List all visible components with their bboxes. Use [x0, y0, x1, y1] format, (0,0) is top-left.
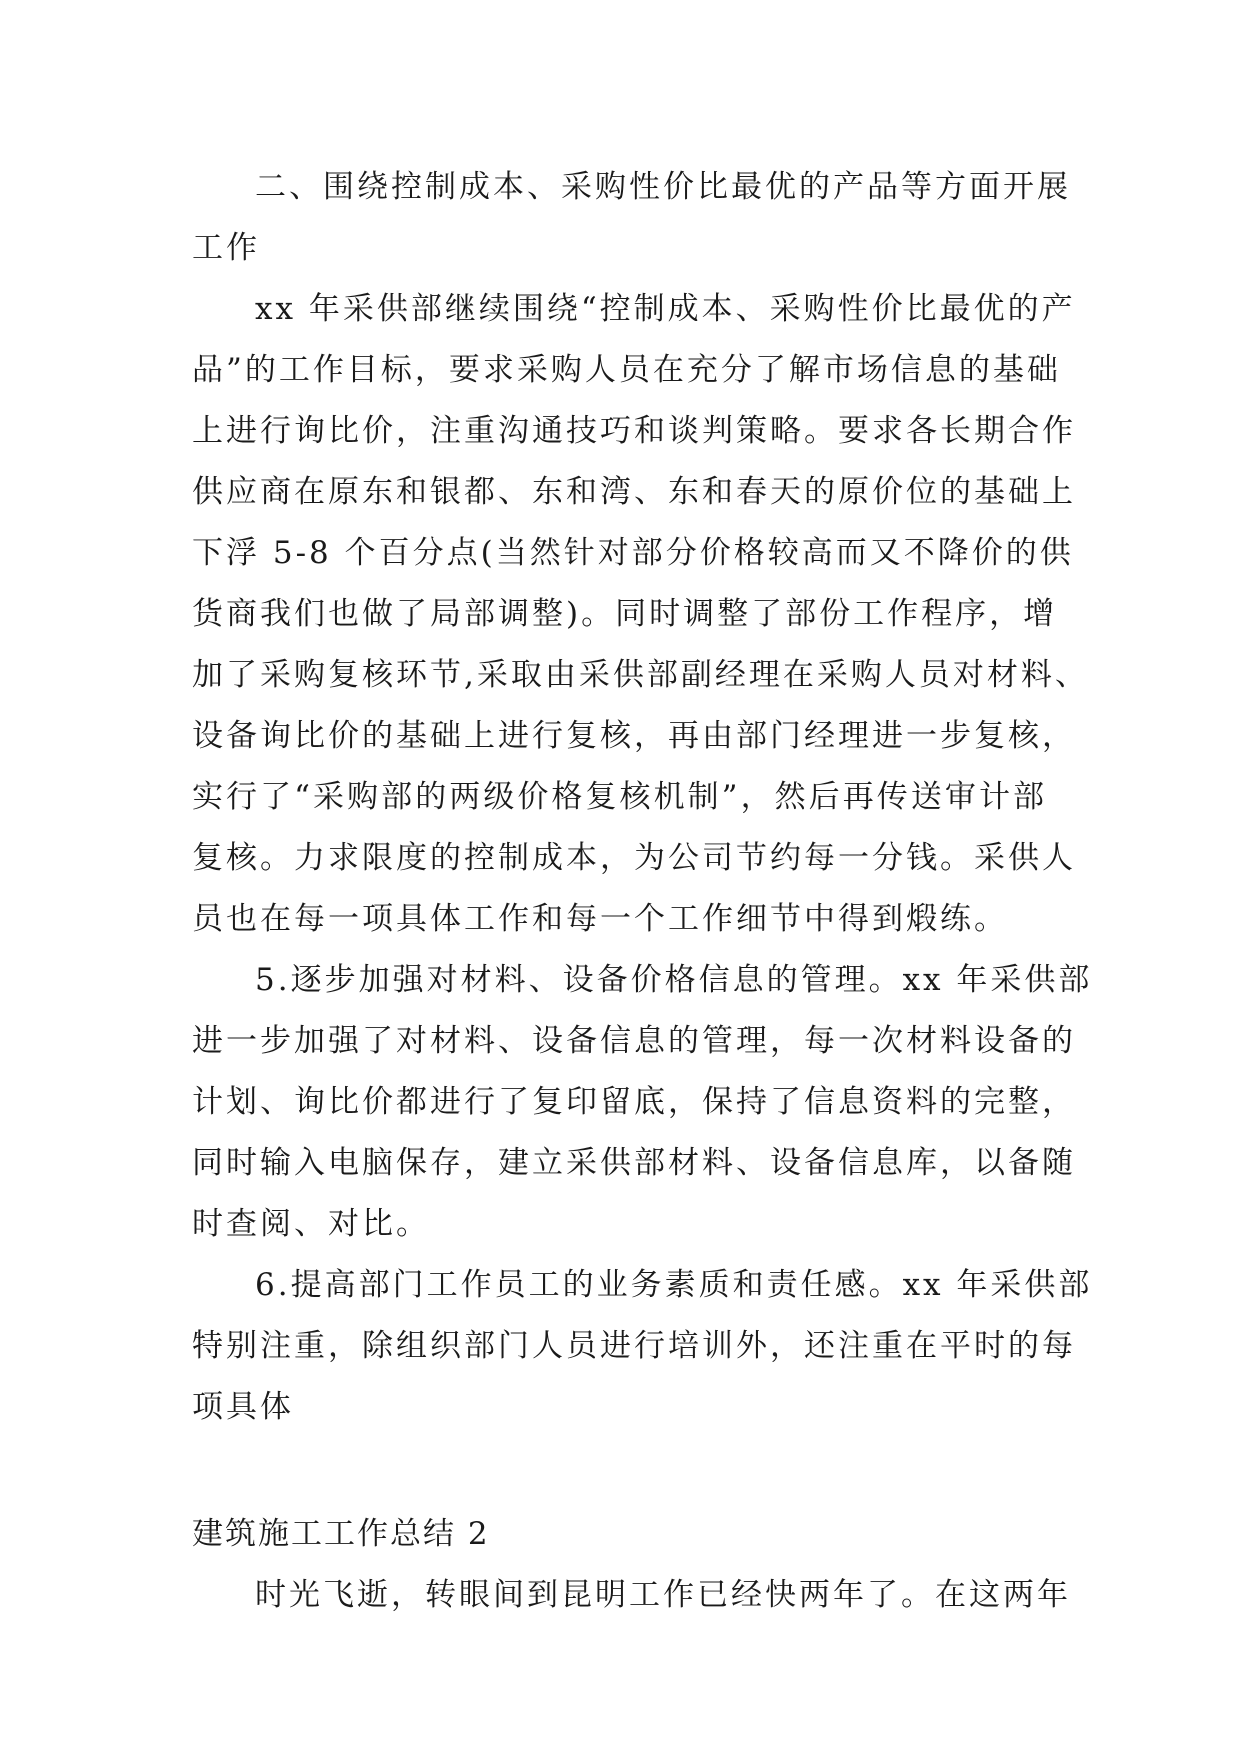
- paragraph-line: 供应商在原东和银都、东和湾、东和春天的原价位的基础上: [192, 474, 1076, 510]
- paragraph-line: 复核。力求限度的控制成本，为公司节约每一分钱。采供人: [192, 840, 1076, 876]
- section-two-first-line: 时光飞逝，转眼间到昆明工作已经快两年了。在这两年: [255, 1577, 1071, 1613]
- item-5-line: 计划、询比价都进行了复印留底，保持了信息资料的完整，: [192, 1084, 1076, 1120]
- item-6-line: 6.提高部门工作员工的业务素质和责任感。xx 年采供部: [255, 1267, 1093, 1303]
- paragraph-line: 员也在每一项具体工作和每一个工作细节中得到煅练。: [192, 901, 1008, 937]
- paragraph-line: 加了采购复核环节,采取由采供部副经理在采购人员对材料、: [192, 657, 1089, 693]
- paragraph-line: 实行了“采购部的两级价格复核机制”，然后再传送审计部: [192, 779, 1047, 815]
- paragraph-line: xx 年采供部继续围绕“控制成本、采购性价比最优的产: [255, 291, 1076, 327]
- item-5-line: 进一步加强了对材料、设备信息的管理，每一次材料设备的: [192, 1023, 1076, 1059]
- item-6-line: 特别注重，除组织部门人员进行培训外，还注重在平时的每: [192, 1328, 1076, 1364]
- paragraph-line: 上进行询比价，注重沟通技巧和谈判策略。要求各长期合作: [192, 413, 1076, 449]
- section-title-line-1: 二、围绕控制成本、采购性价比最优的产品等方面开展: [255, 169, 1071, 205]
- paragraph-line: 货商我们也做了局部调整)。同时调整了部份工作程序，增: [192, 596, 1058, 632]
- paragraph-line: 设备询比价的基础上进行复核，再由部门经理进一步复核，: [192, 718, 1076, 754]
- item-6-line: 项具体: [192, 1389, 294, 1425]
- paragraph-line: 品”的工作目标，要求采购人员在充分了解市场信息的基础: [192, 352, 1061, 388]
- document-page: [192, 157, 1093, 1626]
- section-title-line-2: 工作: [192, 230, 260, 266]
- item-5-line: 5.逐步加强对材料、设备价格信息的管理。xx 年采供部: [255, 962, 1093, 998]
- section-heading: 建筑施工工作总结 2: [192, 1516, 490, 1552]
- item-5-line: 时查阅、对比。: [192, 1206, 430, 1242]
- item-5-line: 同时输入电脑保存，建立采供部材料、设备信息库，以备随: [192, 1145, 1076, 1181]
- paragraph-line: 下浮 5-8 个百分点(当然针对部分价格较高而又不降价的供: [192, 535, 1074, 571]
